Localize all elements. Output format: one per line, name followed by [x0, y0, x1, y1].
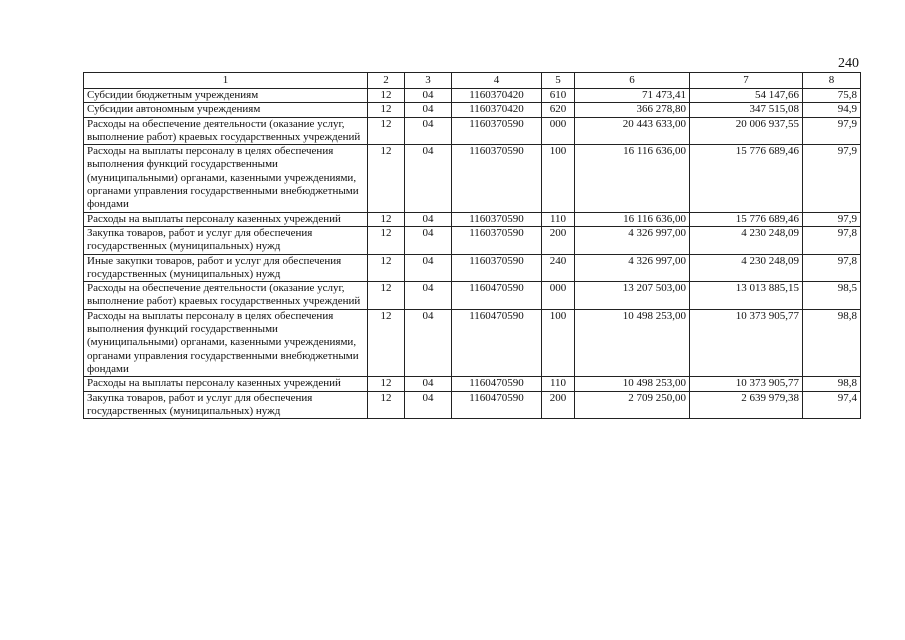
cell-planned-amount: 16 116 636,00: [575, 145, 690, 212]
cell-section: 12: [368, 117, 405, 145]
row-name: Расходы на обеспечение деятельности (оказание услуг, выполнение работ) краевых государственных учреждений: [84, 117, 368, 145]
table-row: [84, 377, 861, 391]
cell-subsection: 04: [405, 254, 452, 282]
cell-executed-amount: 10 373 905,77: [690, 377, 803, 391]
cell-target-article: 1160370590: [452, 226, 542, 254]
page-number: 240: [838, 56, 859, 71]
table-row: [84, 309, 861, 376]
cell-subsection: 04: [405, 145, 452, 212]
cell-section: 12: [368, 254, 405, 282]
col-header-5: 5: [542, 73, 575, 89]
cell-planned-amount: 13 207 503,00: [575, 282, 690, 310]
cell-section: 12: [368, 103, 405, 117]
cell-expense-type: 200: [542, 226, 575, 254]
cell-executed-amount: 15 776 689,46: [690, 212, 803, 226]
cell-execution-percent: 75,8: [803, 89, 861, 103]
cell-section: 12: [368, 309, 405, 376]
cell-planned-amount: 10 498 253,00: [575, 377, 690, 391]
cell-expense-type: 100: [542, 145, 575, 212]
cell-target-article: 1160470590: [452, 282, 542, 310]
cell-executed-amount: 20 006 937,55: [690, 117, 803, 145]
cell-planned-amount: 4 326 997,00: [575, 254, 690, 282]
table-row: [84, 145, 861, 212]
cell-subsection: 04: [405, 212, 452, 226]
cell-execution-percent: 98,8: [803, 377, 861, 391]
cell-expense-type: 000: [542, 117, 575, 145]
cell-subsection: 04: [405, 117, 452, 145]
cell-section: 12: [368, 377, 405, 391]
cell-expense-type: 240: [542, 254, 575, 282]
cell-target-article: 1160370590: [452, 145, 542, 212]
cell-target-article: 1160370420: [452, 103, 542, 117]
row-name: Расходы на выплаты персоналу казенных учреждений: [84, 377, 368, 391]
row-name: Расходы на выплаты персоналу в целях обеспечения выполнения функций государственными (муниципальными) органами, казенными учреждениями, органами управления государственными внебюджетными фондами: [84, 145, 368, 212]
cell-subsection: 04: [405, 226, 452, 254]
cell-planned-amount: 16 116 636,00: [575, 212, 690, 226]
cell-executed-amount: 4 230 248,09: [690, 254, 803, 282]
row-name: Расходы на выплаты персоналу казенных учреждений: [84, 212, 368, 226]
cell-execution-percent: 97,9: [803, 212, 861, 226]
cell-expense-type: 620: [542, 103, 575, 117]
cell-executed-amount: 54 147,66: [690, 89, 803, 103]
row-name: Субсидии бюджетным учреждениям: [84, 89, 368, 103]
cell-expense-type: 200: [542, 391, 575, 419]
row-name: Расходы на обеспечение деятельности (оказание услуг, выполнение работ) краевых государственных учреждений: [84, 282, 368, 310]
cell-target-article: 1160370590: [452, 212, 542, 226]
cell-subsection: 04: [405, 377, 452, 391]
col-header-1: 1: [84, 73, 368, 89]
cell-target-article: 1160370420: [452, 89, 542, 103]
budget-table: [83, 72, 861, 419]
cell-section: 12: [368, 212, 405, 226]
cell-expense-type: 000: [542, 282, 575, 310]
cell-executed-amount: 2 639 979,38: [690, 391, 803, 419]
table-row: [84, 103, 861, 117]
cell-planned-amount: 20 443 633,00: [575, 117, 690, 145]
cell-expense-type: 110: [542, 377, 575, 391]
cell-planned-amount: 4 326 997,00: [575, 226, 690, 254]
row-name: Расходы на выплаты персоналу в целях обеспечения выполнения функций государственными (муниципальными) органами, казенными учреждениями, органами управления государственными внебюджетными фондами: [84, 309, 368, 376]
cell-target-article: 1160370590: [452, 254, 542, 282]
cell-section: 12: [368, 145, 405, 212]
table-row: [84, 254, 861, 282]
cell-subsection: 04: [405, 391, 452, 419]
cell-section: 12: [368, 391, 405, 419]
row-name: Иные закупки товаров, работ и услуг для обеспечения государственных (муниципальных) нужд: [84, 254, 368, 282]
table-row: [84, 391, 861, 419]
cell-section: 12: [368, 89, 405, 103]
row-name: Закупка товаров, работ и услуг для обеспечения государственных (муниципальных) нужд: [84, 391, 368, 419]
cell-expense-type: 610: [542, 89, 575, 103]
cell-executed-amount: 4 230 248,09: [690, 226, 803, 254]
cell-subsection: 04: [405, 103, 452, 117]
cell-execution-percent: 97,8: [803, 226, 861, 254]
cell-target-article: 1160470590: [452, 309, 542, 376]
cell-expense-type: 100: [542, 309, 575, 376]
table-row: [84, 89, 861, 103]
cell-execution-percent: 97,4: [803, 391, 861, 419]
cell-expense-type: 110: [542, 212, 575, 226]
col-header-4: 4: [452, 73, 542, 89]
col-header-8: 8: [803, 73, 861, 89]
cell-planned-amount: 10 498 253,00: [575, 309, 690, 376]
cell-executed-amount: 10 373 905,77: [690, 309, 803, 376]
cell-target-article: 1160470590: [452, 391, 542, 419]
col-header-2: 2: [368, 73, 405, 89]
row-name: Субсидии автономным учреждениям: [84, 103, 368, 117]
cell-subsection: 04: [405, 89, 452, 103]
cell-target-article: 1160370590: [452, 117, 542, 145]
col-header-6: 6: [575, 73, 690, 89]
table-row: [84, 226, 861, 254]
cell-execution-percent: 97,8: [803, 254, 861, 282]
cell-executed-amount: 13 013 885,15: [690, 282, 803, 310]
cell-execution-percent: 94,9: [803, 103, 861, 117]
row-name: Закупка товаров, работ и услуг для обеспечения государственных (муниципальных) нужд: [84, 226, 368, 254]
cell-section: 12: [368, 226, 405, 254]
table-row: [84, 117, 861, 145]
cell-planned-amount: 71 473,41: [575, 89, 690, 103]
col-header-7: 7: [690, 73, 803, 89]
cell-subsection: 04: [405, 282, 452, 310]
cell-execution-percent: 98,8: [803, 309, 861, 376]
cell-execution-percent: 98,5: [803, 282, 861, 310]
cell-subsection: 04: [405, 309, 452, 376]
table-row: [84, 212, 861, 226]
cell-execution-percent: 97,9: [803, 117, 861, 145]
table-row: [84, 282, 861, 310]
cell-section: 12: [368, 282, 405, 310]
cell-executed-amount: 15 776 689,46: [690, 145, 803, 212]
cell-planned-amount: 366 278,80: [575, 103, 690, 117]
col-header-3: 3: [405, 73, 452, 89]
cell-target-article: 1160470590: [452, 377, 542, 391]
cell-executed-amount: 347 515,08: [690, 103, 803, 117]
header-row: [84, 73, 861, 89]
cell-planned-amount: 2 709 250,00: [575, 391, 690, 419]
cell-execution-percent: 97,9: [803, 145, 861, 212]
